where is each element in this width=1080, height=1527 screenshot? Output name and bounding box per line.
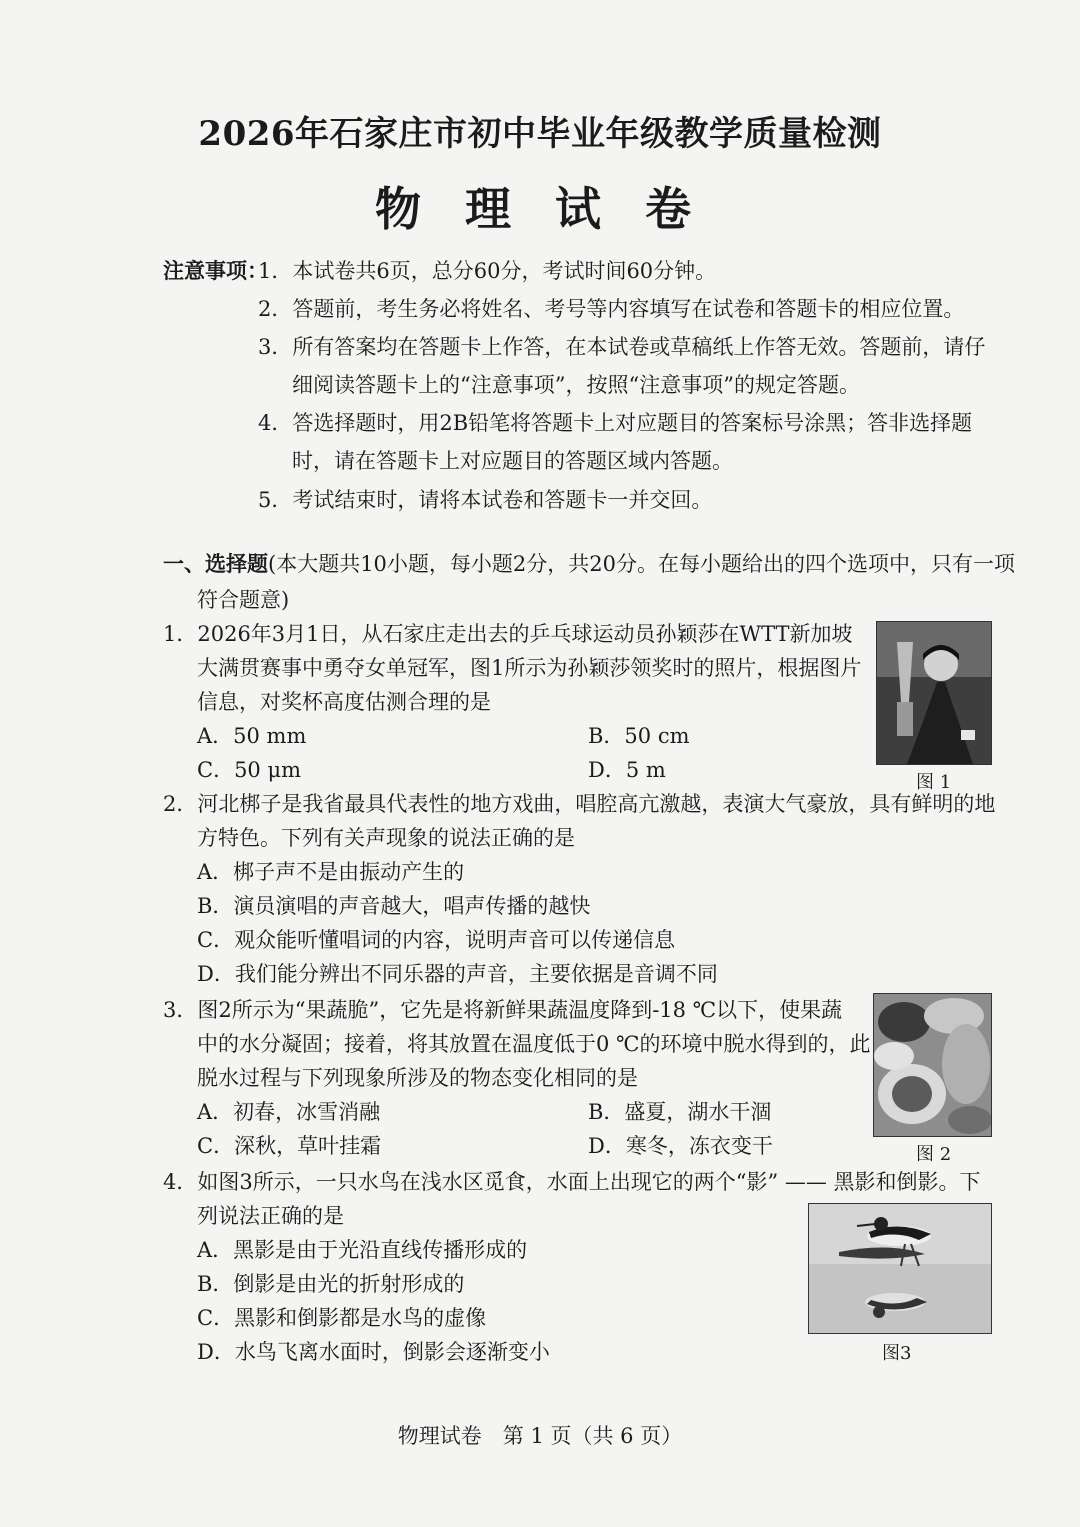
question-line: 大满贯赛事中勇夺女单冠军，图1所示为孙颖莎领奖时的照片，根据图片 xyxy=(197,656,862,680)
option: B．50 cm xyxy=(588,724,690,748)
note-item: 时，请在答题卡上对应题目的答题区域内答题。 xyxy=(292,449,733,473)
option: D．寒冬，冻衣变干 xyxy=(588,1134,773,1158)
figure-2-photo xyxy=(873,993,992,1137)
question-line: 方特色。下列有关声现象的说法正确的是 xyxy=(197,826,575,850)
page-footer: 物理试卷 第 1 页（共 6 页） xyxy=(397,1424,683,1448)
note-item: 2．答题前，考生务必将姓名、考号等内容填写在试卷和答题卡的相应位置。 xyxy=(258,297,965,321)
fruit-chips-illustration xyxy=(874,994,991,1136)
figure-1-photo xyxy=(876,621,992,765)
option: A．初春，冰雪消融 xyxy=(197,1100,381,1124)
question-line: 4．如图3所示，一只水鸟在浅水区觅食，水面上出现它的两个“影” —— 黑影和倒影。下 xyxy=(163,1170,981,1194)
figure-2-caption: 图 2 xyxy=(916,1144,952,1165)
note-item: 1．本试卷共6页，总分60分，考试时间60分钟。 xyxy=(258,259,717,283)
question-line: 1．2026年3月1日，从石家庄走出去的乒乓球运动员孙颖莎在WTT新加坡 xyxy=(163,622,853,646)
option: D．我们能分辨出不同乐器的声音，主要依据是音调不同 xyxy=(197,962,718,986)
figure-3-photo xyxy=(808,1203,992,1334)
note-item: 5．考试结束时，请将本试卷和答题卡一并交回。 xyxy=(258,488,713,512)
water-bird-illustration xyxy=(809,1204,991,1333)
section-desc: (本大题共10小题，每小题2分，共20分。在每小题给出的四个选项中，只有一项 xyxy=(268,552,1015,576)
exam-subject-title: 物 理 试 卷 xyxy=(374,182,706,236)
option: A．黑影是由于光沿直线传播形成的 xyxy=(197,1238,528,1262)
option: C．深秋，草叶挂霜 xyxy=(197,1134,382,1158)
option: D．5 m xyxy=(588,758,666,782)
question-line: 列说法正确的是 xyxy=(197,1204,344,1228)
question-line: 2．河北梆子是我省最具代表性的地方戏曲，唱腔高亢激越，表演大气豪放，具有鲜明的地 xyxy=(163,792,996,816)
question-line: 中的水分凝固；接着，将其放置在温度低于0 ℃的环境中脱水得到的，此 xyxy=(197,1032,871,1056)
option: D．水鸟飞离水面时，倒影会逐渐变小 xyxy=(197,1340,550,1364)
option: C．50 μm xyxy=(197,758,302,782)
note-item: 3．所有答案均在答题卡上作答，在本试卷或草稿纸上作答无效。答题前，请仔 xyxy=(258,335,986,359)
note-item: 4．答选择题时，用2B铅笔将答题卡上对应题目的答案标号涂黑；答非选择题 xyxy=(258,411,973,435)
question-line: 3．图2所示为“果蔬脆”，它先是将新鲜果蔬温度降到-18 ℃以下，使果蔬 xyxy=(163,998,843,1022)
option: A．50 mm xyxy=(197,724,307,748)
option: C．观众能听懂唱词的内容，说明声音可以传递信息 xyxy=(197,928,676,952)
option: C．黑影和倒影都是水鸟的虚像 xyxy=(197,1306,487,1330)
question-line: 脱水过程与下列现象所涉及的物态变化相同的是 xyxy=(197,1066,638,1090)
section-label: 一、选择题 xyxy=(163,551,268,576)
figure-3-caption: 图3 xyxy=(882,1343,912,1364)
trophy-photo-illustration xyxy=(877,622,991,764)
notes-label: 注意事项： xyxy=(163,258,268,283)
note-item: 细阅读答题卡上的“注意事项”，按照“注意事项”的规定答题。 xyxy=(292,373,860,397)
section-desc: 符合题意) xyxy=(197,588,290,612)
exam-title: 2026年石家庄市初中毕业年级教学质量检测 xyxy=(198,114,882,154)
option: B．倒影是由光的折射形成的 xyxy=(197,1272,465,1296)
option: B．盛夏，湖水干涸 xyxy=(588,1100,772,1124)
question-line: 信息，对奖杯高度估测合理的是 xyxy=(197,690,491,714)
option: B．演员演唱的声音越大，唱声传播的越快 xyxy=(197,894,591,918)
figure-1-caption: 图 1 xyxy=(916,772,952,793)
option: A．梆子声不是由振动产生的 xyxy=(197,860,465,884)
